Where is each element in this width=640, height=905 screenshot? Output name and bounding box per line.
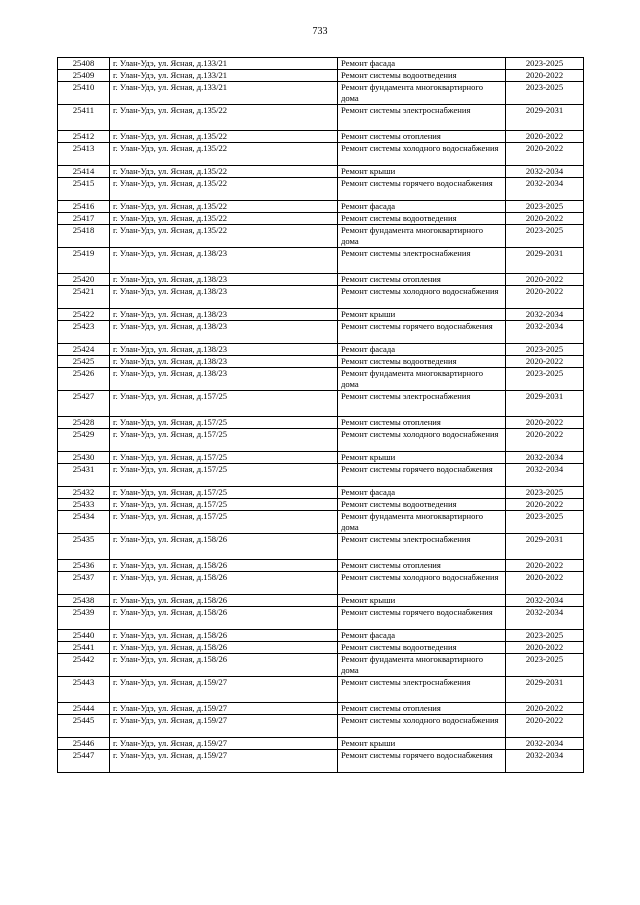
row-work-type: Ремонт крыши (338, 166, 506, 178)
table-row (58, 630, 584, 642)
row-address: г. Улан-Удэ, ул. Ясная, д.157/25 (110, 499, 338, 511)
row-work-type: Ремонт фасада (338, 487, 506, 499)
row-period: 2020-2022 (506, 143, 584, 166)
row-period: 2023-2025 (506, 344, 584, 356)
table-row (58, 321, 584, 344)
row-number: 25447 (58, 750, 110, 773)
row-address: г. Улан-Удэ, ул. Ясная, д.158/26 (110, 630, 338, 642)
row-number: 25409 (58, 70, 110, 82)
row-work-type: Ремонт системы горячего водоснабжения (338, 750, 506, 773)
row-address: г. Улан-Удэ, ул. Ясная, д.159/27 (110, 715, 338, 738)
row-number: 25430 (58, 452, 110, 464)
table-row (58, 143, 584, 166)
table-row (58, 607, 584, 630)
row-number: 25443 (58, 677, 110, 703)
row-number: 25441 (58, 642, 110, 654)
row-work-type: Ремонт системы водоотведения (338, 70, 506, 82)
table-row (58, 595, 584, 607)
row-address: г. Улан-Удэ, ул. Ясная, д.138/23 (110, 368, 338, 391)
row-number: 25435 (58, 534, 110, 560)
row-number: 25412 (58, 131, 110, 143)
row-period: 2020-2022 (506, 715, 584, 738)
row-address: г. Улан-Удэ, ул. Ясная, д.157/25 (110, 487, 338, 499)
row-period: 2029-2031 (506, 105, 584, 131)
row-period: 2020-2022 (506, 499, 584, 511)
row-address: г. Улан-Удэ, ул. Ясная, д.135/22 (110, 105, 338, 131)
row-work-type: Ремонт фундамента многоквартирного дома (338, 368, 506, 391)
row-period: 2020-2022 (506, 274, 584, 286)
table-row (58, 738, 584, 750)
row-number: 25446 (58, 738, 110, 750)
row-number: 25444 (58, 703, 110, 715)
row-work-type: Ремонт фундамента многоквартирного дома (338, 654, 506, 677)
row-period: 2032-2034 (506, 178, 584, 201)
row-number: 25417 (58, 213, 110, 225)
row-address: г. Улан-Удэ, ул. Ясная, д.138/23 (110, 248, 338, 274)
row-work-type: Ремонт системы отопления (338, 417, 506, 429)
row-number: 25438 (58, 595, 110, 607)
row-work-type: Ремонт системы холодного водоснабжения (338, 143, 506, 166)
table-row (58, 274, 584, 286)
row-period: 2023-2025 (506, 487, 584, 499)
row-number: 25424 (58, 344, 110, 356)
row-period: 2032-2034 (506, 452, 584, 464)
row-address: г. Улан-Удэ, ул. Ясная, д.138/23 (110, 309, 338, 321)
table-row (58, 105, 584, 131)
row-number: 25429 (58, 429, 110, 452)
row-work-type: Ремонт системы холодного водоснабжения (338, 572, 506, 595)
row-address: г. Улан-Удэ, ул. Ясная, д.138/23 (110, 356, 338, 368)
row-address: г. Улан-Удэ, ул. Ясная, д.158/26 (110, 654, 338, 677)
row-period: 2023-2025 (506, 225, 584, 248)
table-row (58, 286, 584, 309)
row-number: 25414 (58, 166, 110, 178)
table-row (58, 368, 584, 391)
table-row (58, 487, 584, 499)
row-address: г. Улан-Удэ, ул. Ясная, д.157/25 (110, 511, 338, 534)
row-work-type: Ремонт системы водоотведения (338, 213, 506, 225)
repair-schedule-table (57, 57, 584, 773)
row-address: г. Улан-Удэ, ул. Ясная, д.157/25 (110, 429, 338, 452)
row-work-type: Ремонт крыши (338, 309, 506, 321)
row-period: 2023-2025 (506, 511, 584, 534)
row-address: г. Улан-Удэ, ул. Ясная, д.157/25 (110, 391, 338, 417)
row-work-type: Ремонт системы отопления (338, 560, 506, 572)
table-row (58, 166, 584, 178)
table-row (58, 213, 584, 225)
row-period: 2023-2025 (506, 201, 584, 213)
row-number: 25413 (58, 143, 110, 166)
row-number: 25423 (58, 321, 110, 344)
row-number: 25437 (58, 572, 110, 595)
row-period: 2023-2025 (506, 654, 584, 677)
row-number: 25418 (58, 225, 110, 248)
row-address: г. Улан-Удэ, ул. Ясная, д.159/27 (110, 703, 338, 715)
row-address: г. Улан-Удэ, ул. Ясная, д.133/21 (110, 82, 338, 105)
table-row (58, 534, 584, 560)
table-row (58, 417, 584, 429)
table-row (58, 178, 584, 201)
row-number: 25442 (58, 654, 110, 677)
row-address: г. Улан-Удэ, ул. Ясная, д.158/26 (110, 595, 338, 607)
table-row (58, 309, 584, 321)
row-work-type: Ремонт крыши (338, 595, 506, 607)
row-address: г. Улан-Удэ, ул. Ясная, д.135/22 (110, 225, 338, 248)
row-address: г. Улан-Удэ, ул. Ясная, д.159/27 (110, 677, 338, 703)
row-period: 2020-2022 (506, 642, 584, 654)
row-address: г. Улан-Удэ, ул. Ясная, д.159/27 (110, 750, 338, 773)
table-row (58, 642, 584, 654)
table-row (58, 201, 584, 213)
row-number: 25434 (58, 511, 110, 534)
row-address: г. Улан-Удэ, ул. Ясная, д.135/22 (110, 131, 338, 143)
row-work-type: Ремонт системы горячего водоснабжения (338, 607, 506, 630)
row-work-type: Ремонт фундамента многоквартирного дома (338, 511, 506, 534)
row-number: 25419 (58, 248, 110, 274)
row-work-type: Ремонт системы горячего водоснабжения (338, 464, 506, 487)
row-period: 2020-2022 (506, 572, 584, 595)
table-row (58, 429, 584, 452)
table-row (58, 750, 584, 773)
table-row (58, 356, 584, 368)
table-body (58, 58, 584, 773)
table-row (58, 715, 584, 738)
table-row (58, 344, 584, 356)
table-row (58, 248, 584, 274)
row-work-type: Ремонт системы отопления (338, 703, 506, 715)
row-number: 25433 (58, 499, 110, 511)
row-number: 25440 (58, 630, 110, 642)
row-period: 2020-2022 (506, 70, 584, 82)
row-work-type: Ремонт фундамента многоквартирного дома (338, 225, 506, 248)
row-number: 25428 (58, 417, 110, 429)
row-work-type: Ремонт системы электроснабжения (338, 534, 506, 560)
row-number: 25420 (58, 274, 110, 286)
row-address: г. Улан-Удэ, ул. Ясная, д.135/22 (110, 166, 338, 178)
row-number: 25439 (58, 607, 110, 630)
row-address: г. Улан-Удэ, ул. Ясная, д.158/26 (110, 607, 338, 630)
row-address: г. Улан-Удэ, ул. Ясная, д.157/25 (110, 464, 338, 487)
row-address: г. Улан-Удэ, ул. Ясная, д.157/25 (110, 417, 338, 429)
table-row (58, 464, 584, 487)
row-address: г. Улан-Удэ, ул. Ясная, д.158/26 (110, 534, 338, 560)
row-address: г. Улан-Удэ, ул. Ясная, д.157/25 (110, 452, 338, 464)
row-period: 2020-2022 (506, 560, 584, 572)
row-work-type: Ремонт крыши (338, 452, 506, 464)
row-work-type: Ремонт системы электроснабжения (338, 248, 506, 274)
row-number: 25436 (58, 560, 110, 572)
row-period: 2029-2031 (506, 677, 584, 703)
row-period: 2032-2034 (506, 750, 584, 773)
row-number: 25408 (58, 58, 110, 70)
table-row (58, 58, 584, 70)
row-work-type: Ремонт крыши (338, 738, 506, 750)
table-row (58, 391, 584, 417)
table-row (58, 677, 584, 703)
row-address: г. Улан-Удэ, ул. Ясная, д.135/22 (110, 201, 338, 213)
table-row (58, 225, 584, 248)
row-work-type: Ремонт системы холодного водоснабжения (338, 429, 506, 452)
row-period: 2032-2034 (506, 166, 584, 178)
row-address: г. Улан-Удэ, ул. Ясная, д.158/26 (110, 560, 338, 572)
table-row (58, 703, 584, 715)
row-period: 2023-2025 (506, 630, 584, 642)
row-period: 2032-2034 (506, 321, 584, 344)
row-address: г. Улан-Удэ, ул. Ясная, д.133/21 (110, 70, 338, 82)
row-address: г. Улан-Удэ, ул. Ясная, д.158/26 (110, 642, 338, 654)
page-number: 733 (312, 26, 328, 37)
row-address: г. Улан-Удэ, ул. Ясная, д.133/21 (110, 58, 338, 70)
row-work-type: Ремонт фасада (338, 344, 506, 356)
row-work-type: Ремонт системы холодного водоснабжения (338, 715, 506, 738)
table-row (58, 499, 584, 511)
row-period: 2023-2025 (506, 368, 584, 391)
row-address: г. Улан-Удэ, ул. Ясная, д.135/22 (110, 178, 338, 201)
row-address: г. Улан-Удэ, ул. Ясная, д.138/23 (110, 274, 338, 286)
row-period: 2020-2022 (506, 703, 584, 715)
row-period: 2020-2022 (506, 286, 584, 309)
table-row (58, 82, 584, 105)
table-row (58, 572, 584, 595)
table-row (58, 70, 584, 82)
row-work-type: Ремонт системы электроснабжения (338, 391, 506, 417)
row-address: г. Улан-Удэ, ул. Ясная, д.138/23 (110, 286, 338, 309)
row-number: 25431 (58, 464, 110, 487)
row-address: г. Улан-Удэ, ул. Ясная, д.135/22 (110, 143, 338, 166)
row-address: г. Улан-Удэ, ул. Ясная, д.158/26 (110, 572, 338, 595)
row-work-type: Ремонт системы электроснабжения (338, 105, 506, 131)
row-number: 25415 (58, 178, 110, 201)
row-number: 25425 (58, 356, 110, 368)
row-work-type: Ремонт системы водоотведения (338, 356, 506, 368)
row-period: 2032-2034 (506, 595, 584, 607)
row-work-type: Ремонт системы горячего водоснабжения (338, 178, 506, 201)
row-period: 2023-2025 (506, 82, 584, 105)
row-number: 25421 (58, 286, 110, 309)
table-row (58, 654, 584, 677)
row-work-type: Ремонт фасада (338, 58, 506, 70)
row-work-type: Ремонт системы водоотведения (338, 642, 506, 654)
row-number: 25427 (58, 391, 110, 417)
row-work-type: Ремонт фасада (338, 630, 506, 642)
row-number: 25426 (58, 368, 110, 391)
row-work-type: Ремонт фундамента многоквартирного дома (338, 82, 506, 105)
row-work-type: Ремонт системы электроснабжения (338, 677, 506, 703)
row-period: 2020-2022 (506, 417, 584, 429)
row-period: 2020-2022 (506, 356, 584, 368)
row-number: 25422 (58, 309, 110, 321)
row-period: 2032-2034 (506, 738, 584, 750)
table-row (58, 560, 584, 572)
row-number: 25432 (58, 487, 110, 499)
row-address: г. Улан-Удэ, ул. Ясная, д.138/23 (110, 321, 338, 344)
row-period: 2032-2034 (506, 309, 584, 321)
row-number: 25410 (58, 82, 110, 105)
row-period: 2023-2025 (506, 58, 584, 70)
table-row (58, 131, 584, 143)
row-work-type: Ремонт системы отопления (338, 274, 506, 286)
table-row (58, 511, 584, 534)
table-row (58, 452, 584, 464)
row-period: 2020-2022 (506, 131, 584, 143)
row-period: 2029-2031 (506, 534, 584, 560)
row-period: 2029-2031 (506, 248, 584, 274)
row-address: г. Улан-Удэ, ул. Ясная, д.159/27 (110, 738, 338, 750)
row-work-type: Ремонт системы горячего водоснабжения (338, 321, 506, 344)
row-work-type: Ремонт системы водоотведения (338, 499, 506, 511)
row-work-type: Ремонт системы отопления (338, 131, 506, 143)
row-work-type: Ремонт системы холодного водоснабжения (338, 286, 506, 309)
row-period: 2020-2022 (506, 429, 584, 452)
row-period: 2032-2034 (506, 607, 584, 630)
row-number: 25445 (58, 715, 110, 738)
row-period: 2032-2034 (506, 464, 584, 487)
row-number: 25411 (58, 105, 110, 131)
row-work-type: Ремонт фасада (338, 201, 506, 213)
row-address: г. Улан-Удэ, ул. Ясная, д.138/23 (110, 344, 338, 356)
row-address: г. Улан-Удэ, ул. Ясная, д.135/22 (110, 213, 338, 225)
row-period: 2029-2031 (506, 391, 584, 417)
row-number: 25416 (58, 201, 110, 213)
row-period: 2020-2022 (506, 213, 584, 225)
